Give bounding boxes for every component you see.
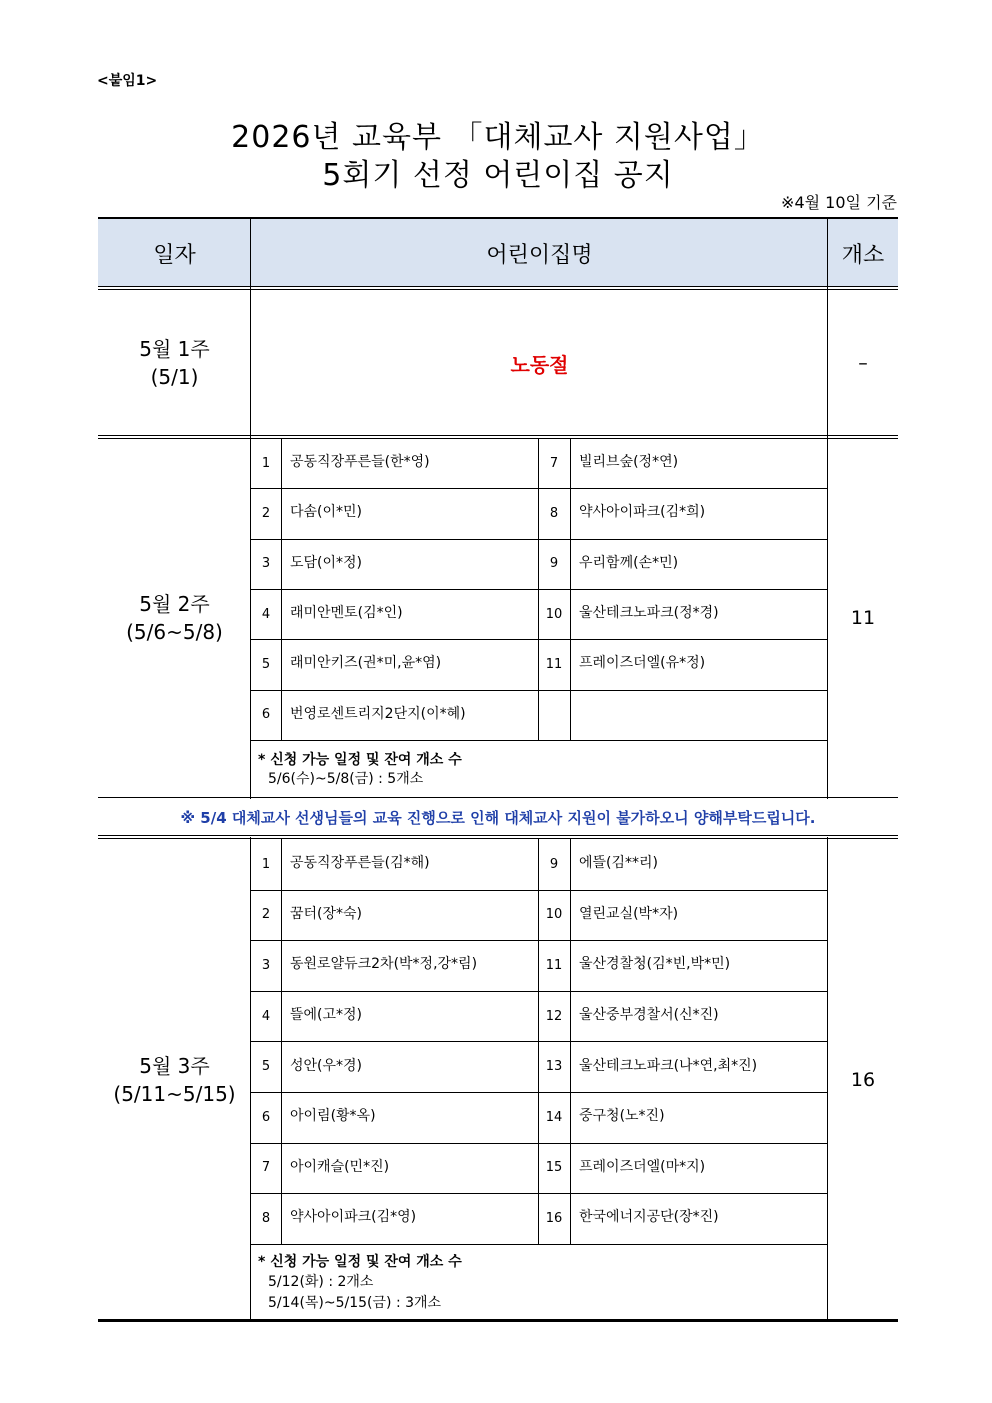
list-item-name: 공동직장푸른들(김*해) [290,855,430,872]
week2-label: 5월 2주 [139,592,210,616]
col-divider [250,219,251,799]
list-item-number: 16 [545,1210,563,1226]
notice-banner: ※ 5/4 대체교사 선생님들의 교육 진행으로 인해 대체교사 지원이 불가하오니 양해부탁드립니다. [180,809,816,827]
list-item-number: 7 [549,455,559,471]
list-item-number: 14 [545,1109,563,1125]
page-title-line1: 2026년 교육부 「대체교사 지원사업」 [231,120,765,155]
week3-count: 16 [850,1068,876,1091]
basis-date: ※4월 10일 기준 [781,193,897,212]
list-item-number: 6 [261,1109,271,1125]
list-item-name: 번영로센트리지2단지(이*혜) [290,705,466,722]
list-item-number: 5 [261,656,271,672]
list-item-number: 1 [261,455,271,471]
col-divider [827,219,828,799]
attachment-label: <붙임1> [97,73,158,89]
list-col-divider [538,438,539,740]
list-item-number: 15 [545,1160,563,1176]
week3-notice-title: * 신청 가능 일정 및 잔여 개소 수 [258,1254,462,1270]
list-item-name: 다솜(이*민) [290,504,363,521]
list-item-name: 울산테크노파크(나*연,최*진) [579,1057,758,1074]
list-item-number: 2 [261,505,271,521]
list-col-divider [281,839,282,1244]
row-divider [251,1244,828,1245]
list-item-name: 프레이즈더엘(마*지) [579,1158,706,1175]
list-item-name: 열린교실(박*자) [579,905,679,922]
list-item-number: 10 [545,606,563,622]
list-item-number: 2 [261,907,271,923]
header-date: 일자 [98,219,251,287]
week2-count: 11 [850,607,876,629]
list-col-divider [538,839,539,1244]
list-item-number: 3 [261,957,271,973]
list-col-divider [281,438,282,740]
list-item-number: 9 [549,556,559,572]
list-item-name: 우리함께(손*민) [579,554,679,571]
week3-label: 5월 3주 [139,1053,210,1078]
list-item-name: 울산중부경찰서(신*진) [579,1007,719,1024]
list-item-number: 8 [261,1210,271,1226]
week3-notice-line-1: 5/12(화) : 2개소 [268,1274,374,1290]
list-item-number: 8 [549,505,559,521]
week1-label: 5월 1주 [139,337,210,361]
week2-notice-line: 5/6(수)~5/8(금) : 5개소 [268,771,424,787]
list-item-name: 프레이즈더엘(유*정) [579,655,706,672]
week1-name-cell [251,290,828,436]
list-item-number: 11 [545,957,563,973]
week2-date-cell [98,439,251,797]
list-item-name: 꿈터(장*숙) [290,905,363,922]
week3-notice-line-2: 5/14(목)~5/15(금) : 3개소 [268,1295,442,1311]
header-name: 어린이집명 [251,219,828,287]
row-divider [251,740,828,741]
list-col-divider [570,438,571,740]
list-col-divider [570,839,571,1244]
list-item-name: 아이림(황*옥) [290,1108,376,1125]
week3-range: (5/11~5/15) [113,1081,236,1106]
list-item-number: 7 [261,1160,271,1176]
list-item-name: 약사아이파크(김*영) [290,1209,417,1226]
list-item-name: 성안(우*경) [290,1057,363,1074]
list-item-number: 10 [545,907,563,923]
list-item-number: 13 [545,1059,563,1075]
list-item-number: 4 [261,606,271,622]
list-item-name: 도담(이*정) [290,554,363,571]
holiday-label: 노동절 [510,352,569,377]
list-item-number: 4 [261,1008,271,1024]
table-bottom-border [98,1319,898,1322]
week3-date-cell [98,839,251,1320]
list-item-name: 중구청(노*진) [579,1108,665,1125]
week2-bottom-border [98,797,898,798]
list-item-name: 공동직장푸른들(한*영) [290,454,430,471]
list-item-name: 한국에너지공단(장*진) [579,1209,719,1226]
list-item-name: 빌리브숲(정*연) [579,454,679,471]
list-item-name: 동원로얄듀크2차(박*정,강*림) [290,956,478,973]
list-item-name: 울산테크노파크(정*경) [579,605,719,622]
list-item-number: 12 [545,1008,563,1024]
week2-range: (5/6~5/8) [126,620,223,644]
list-item-name: 아이캐슬(민*진) [290,1158,390,1175]
week1-date-cell [98,290,251,436]
list-item-name: 약사아이파크(김*희) [579,504,706,521]
list-item-name: 뜰에(고*정) [290,1007,363,1024]
list-item-number: 6 [261,707,271,723]
week1-count: – [858,352,868,374]
page-title-line2: 5회기 선정 어린이집 공지 [322,158,674,193]
list-item-name: 래미안키즈(권*미,윤*염) [290,655,442,672]
list-item-number: 5 [261,1059,271,1075]
week2-notice-title: * 신청 가능 일정 및 잔여 개소 수 [258,752,462,768]
list-item-number: 3 [261,556,271,572]
list-item-number: 11 [545,656,563,672]
week1-range: (5/1) [150,365,199,389]
list-item-name: 울산경찰청(김*빈,박*민) [579,956,731,973]
list-item-name: 래미안멘토(김*인) [290,605,403,622]
list-item-number: 1 [261,856,271,872]
col-divider [827,837,828,1321]
header-count: 개소 [828,219,898,287]
list-item-number: 9 [549,856,559,872]
list-item-number [539,690,569,740]
col-divider [250,837,251,1321]
list-item-name: 에뜰(김**리) [579,855,659,872]
